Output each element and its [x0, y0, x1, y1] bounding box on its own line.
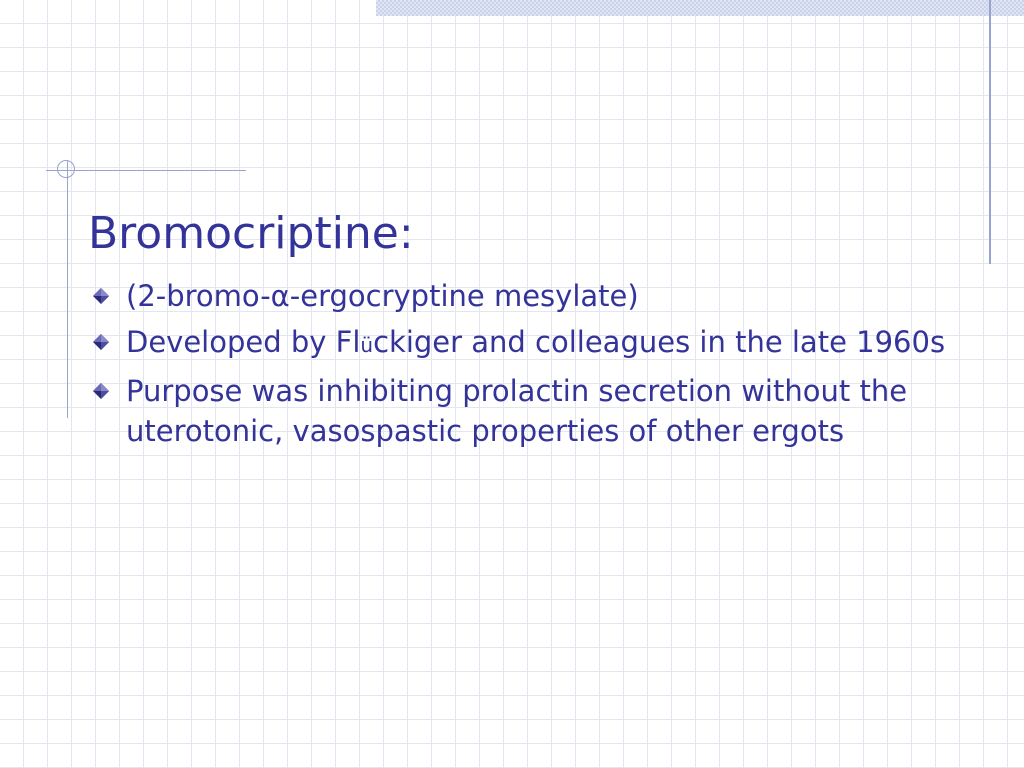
bullet-text-part: ckiger and colleagues in the late 1960s	[373, 325, 946, 359]
corner-horizontal-rule	[46, 170, 246, 171]
diamond-bullet-icon	[92, 333, 110, 351]
bullet-text-part: Developed by Fl	[126, 325, 361, 359]
bullet-text	[126, 325, 945, 359]
diamond-bullet-icon	[92, 382, 110, 400]
bullet-list	[88, 276, 968, 457]
bullet-text: Purpose was inhibiting prolactin secretion without the uterotonic, vasospastic properties of other ergots	[126, 374, 908, 448]
corner-vertical-rule	[67, 160, 68, 418]
right-vertical-rule	[989, 0, 991, 264]
bullet-text: (2-bromo-α-ergocryptine mesylate)	[126, 279, 639, 313]
diamond-bullet-icon	[92, 287, 110, 305]
slide-title: Bromocriptine:	[88, 208, 414, 259]
bullet-text-special-char: ü	[360, 333, 374, 357]
bullet-item	[88, 276, 968, 316]
top-decorative-band	[376, 0, 1024, 16]
bullet-item	[88, 371, 968, 451]
bullet-item	[88, 322, 968, 365]
corner-circle-ornament	[57, 160, 75, 178]
